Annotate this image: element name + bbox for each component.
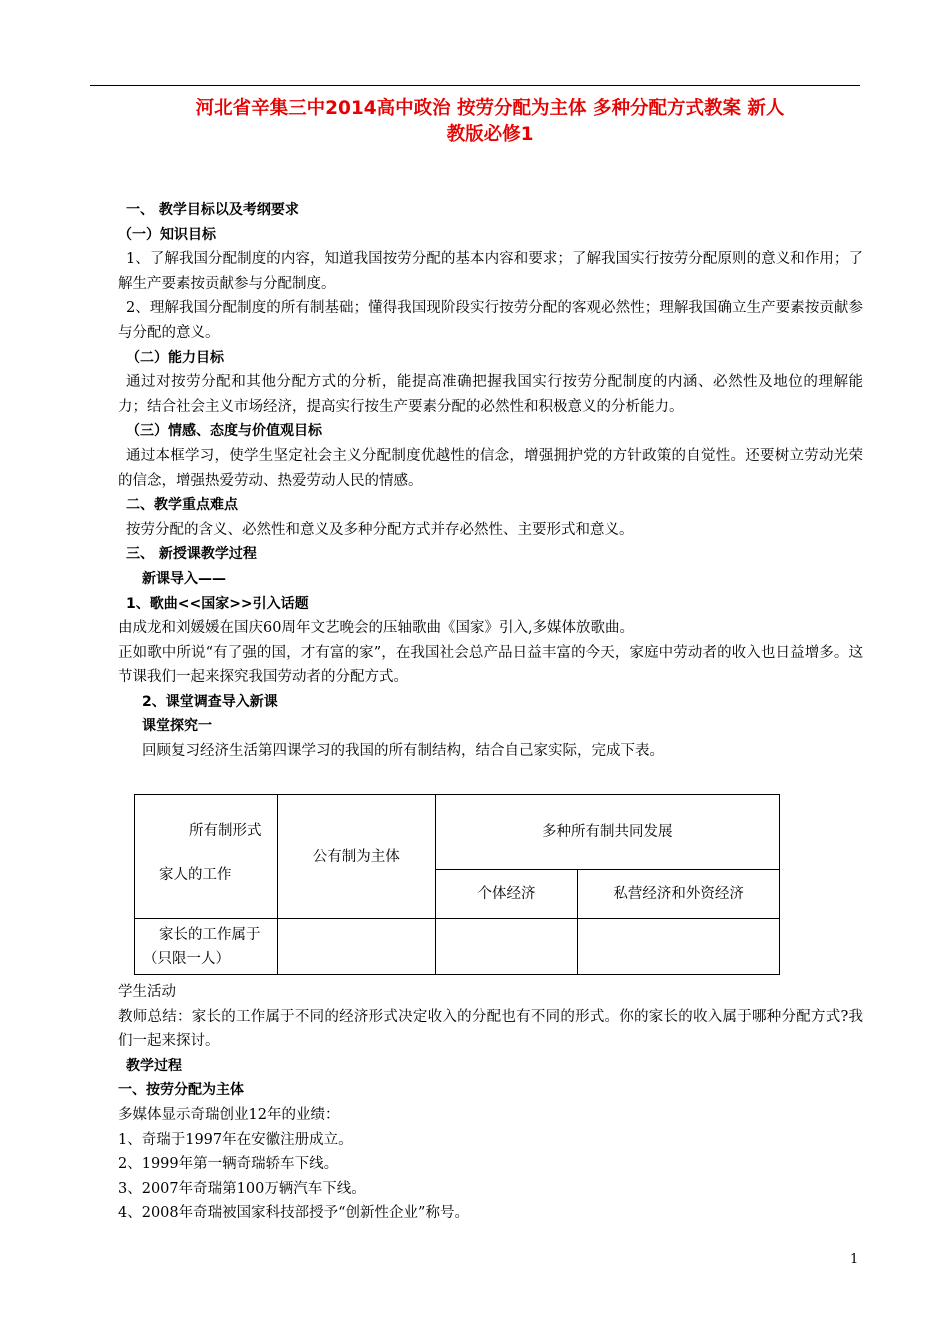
table-cell-empty — [435, 919, 578, 975]
paragraph: 学生活动 — [118, 984, 176, 1000]
table-header-multi: 多种所有制共同发展 — [435, 795, 779, 870]
table-row-label-text: 家长的工作属于（只限一人） — [143, 926, 261, 967]
subsection-heading: （二）能力目标 — [126, 349, 224, 366]
document-body-continued — [118, 980, 863, 1226]
paragraph: 正如歌中所说“有了强的国，才有富的家”，在我国社会总产品日益丰富的今天，家庭中劳动者的收入也日益增多。这节课我们一起来探究我国劳动者的分配方式。 — [118, 644, 863, 686]
subsection-heading: 1、歌曲<<国家>>引入话题 — [126, 595, 309, 612]
document-title — [120, 96, 860, 148]
subsection-heading: （一）知识目标 — [118, 226, 216, 243]
paragraph: 通过对按劳分配和其他分配方式的分析，能提高准确把握我国实行按劳分配制度的内涵、必然性及地位的理解能力；结合社会主义市场经济，提高实行按生产要素分配的必然性和积极意义的分析能力。 — [118, 374, 863, 415]
title-line-2: 教版必修1 — [446, 124, 534, 145]
list-item: 3、2007年奇瑞第100万辆汽车下线。 — [118, 1180, 366, 1197]
list-item: 4、2008年奇瑞被国家科技部授予“创新性企业”称号。 — [118, 1205, 469, 1222]
table-cell-empty — [578, 919, 780, 975]
subsection-heading: 课堂探究一 — [142, 718, 212, 735]
table-header-private: 私营经济和外资经济 — [578, 870, 780, 919]
ownership-survey-table — [134, 794, 780, 975]
subsection-heading: 2、课堂调查导入新课 — [142, 693, 278, 710]
subsection-heading: 教学过程 — [126, 1057, 182, 1074]
header-rule — [90, 85, 860, 86]
section-heading: 三、 新授课教学过程 — [126, 546, 257, 563]
list-item: 2、1999年第一辆奇瑞轿车下线。 — [118, 1156, 339, 1173]
paragraph: 2、理解我国分配制度的所有制基础；懂得我国现阶段实行按劳分配的客观必然性；理解我国确立生产要素按贡献参与分配的意义。 — [118, 300, 863, 341]
subsection-heading: （三）情感、态度与价值观目标 — [126, 423, 322, 440]
paragraph: 多媒体显示奇瑞创业12年的业绩： — [118, 1106, 340, 1123]
subsection-heading: 新课导入—— — [142, 570, 226, 587]
table-row-label — [135, 919, 278, 975]
document-body — [118, 198, 863, 764]
paragraph: 按劳分配的含义、必然性和意义及多种分配方式并存必然性、主要形式和意义。 — [126, 521, 634, 538]
paragraph: 教师总结：家长的工作属于不同的经济形式决定收入的分配也有不同的形式。你的家长的收入属于哪种分配方式?我们一起来探讨。 — [118, 1008, 863, 1050]
paragraph: 通过本框学习，使学生坚定社会主义分配制度优越性的信念，增强拥护党的方针政策的自觉性。还要树立劳动光荣的信念，增强热爱劳动、热爱劳动人民的情感。 — [118, 447, 863, 489]
paragraph: 由成龙和刘媛媛在国庆60周年文艺晚会的压轴歌曲《国家》引入,多媒体放歌曲。 — [118, 620, 635, 637]
section-heading: 一、 教学目标以及考纲要求 — [126, 202, 299, 218]
table-header-public: 公有制为主体 — [277, 795, 435, 919]
paragraph: 回顾复习经济生活第四课学习的我国的所有制结构，结合自己家实际，完成下表。 — [142, 743, 664, 760]
list-item: 1、奇瑞于1997年在安徽注册成立。 — [118, 1131, 353, 1148]
table-corner-bottom: 家人的工作 — [159, 867, 232, 883]
section-heading: 二、教学重点难点 — [126, 497, 238, 514]
paragraph: 1、了解我国分配制度的内容，知道我国按劳分配的基本内容和要求；了解我国实行按劳分配原则的意义和作用；了解生产要素按贡献参与分配制度。 — [118, 251, 863, 292]
page-number: 1 — [850, 1252, 859, 1267]
title-line-1: 河北省辛集三中2014高中政治 按劳分配为主体 多种分配方式教案 新人 — [195, 98, 785, 119]
table-corner-cell — [135, 795, 278, 919]
table-corner-top: 所有制形式 — [189, 823, 262, 839]
table-cell-empty — [277, 919, 435, 975]
table-header-individual: 个体经济 — [435, 870, 578, 919]
section-heading: 一、按劳分配为主体 — [118, 1082, 244, 1099]
